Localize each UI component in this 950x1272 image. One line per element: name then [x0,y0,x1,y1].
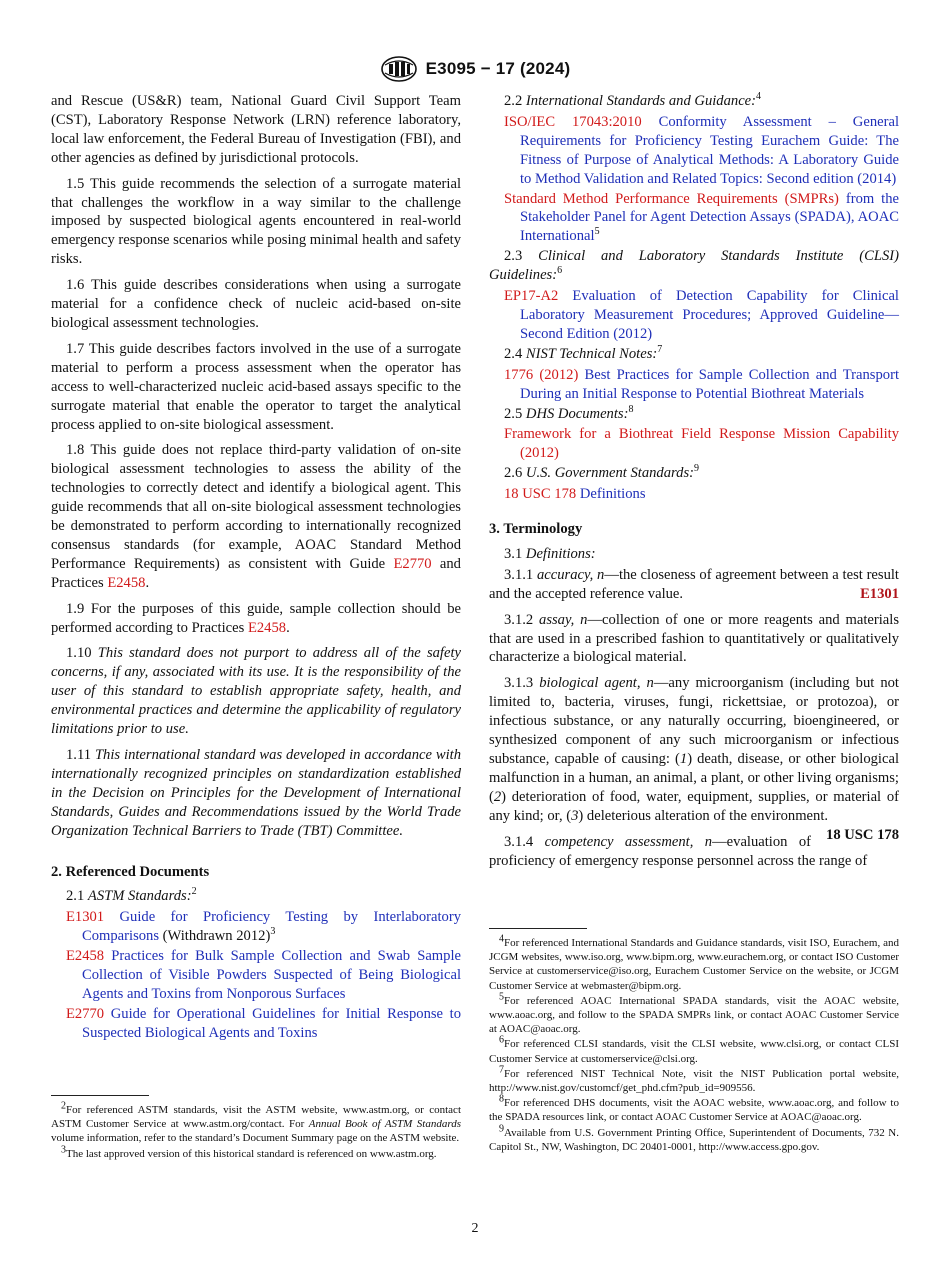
definition-accuracy: 3.1.1 accuracy, n—the closeness of agreement between a test result and the accepted reference value. E1301 [489,566,899,602]
subsection-2-5: 2.5 DHS Documents:$^8$ [504,403,634,422]
paragraph-1-10: 1.10 This standard does not purport to address all of the safety concerns, if any, associated with its use. It is the responsibility of the user of this standard to establish appropriate safety, health, and environmental practices and determine the applicability of regulatory limitations prior to use. [51,645,461,738]
astm-logo-icon [380,56,418,82]
footnote-7: $^7$For referenced NIST Technical Note, visit the NIST Publication portal website, http://www.nist.gov/customcf/get_phd.cfm?pub_id=909556. [489,1064,899,1095]
ref-code-link[interactable]: Framework for a Biothreat Field Response Mission Capability (2012) [504,426,899,462]
footnote-4: $^4$For referenced International Standards and Guidance standards, visit ISO, Eurachem, and JCGM websites, www.iso.org, www.bipm.org, www.eurachem.org, or contact ISO Customer Service at customerservice@iso.org, Eurachem Customer Service on the website, or JCGM Customer Service at webmaster@bipm.org. [489,933,899,992]
footnote-rule [489,928,587,929]
reference-entry [489,485,899,504]
page-header [0,56,950,82]
ref-code-link[interactable]: E2458 [66,948,105,965]
definition-competency-assessment: 3.1.4 competency assessment, n—evaluation of proficiency of emergency response personnel across the range of [489,833,868,869]
standard-designation: E3095 − 17 (2024) [425,59,571,78]
paragraph-1-8: 1.8 This guide does not replace third-party validation of on-site biological assessment technologies to assess the ability of the technologies to correctly detect and identify a biological agent. This guide recommends that all on-site biological assessment technologies be demonstrated to perform according to internationally recognized consensus standards (for example, AOAC Standard Method Performance Requirements) as consistent with Guide E2770 and Practices E2458. [51,442,461,591]
ref-title-link[interactable]: Conformity Assessment – General Requirements for Proficiency Testing Eurachem Guide: The Fitness of Purpose of Analytical Methods: A Laboratory Guide to Method Validation and Related Topics: Second edition (2014) [520,113,899,187]
footnote-6: $^6$For referenced CLSI standards, visit the CLSI website, www.clsi.org, or contact CLSI Customer Service at customerservice@clsi.org. [489,1034,899,1065]
ref-code-link[interactable]: 18 USC 178 [504,486,577,503]
ref-title-link[interactable]: Definitions [579,486,646,503]
footnote-8: $^8$For referenced DHS documents, visit the AOAC website, www.aoac.org, and follow to the SPADA resources link, or contact AOAC Customer Service at AOAC@aoac.org. [489,1093,899,1124]
reference-entry [489,287,899,344]
ref-code-link[interactable]: Standard Method Performance Requirements (SMPRs) [504,190,839,207]
reference-entry: E1301 Guide for Proficiency Testing by Interlaboratory Comparisons (Withdrawn 2012)$^3$ [66,909,461,945]
subsection-2-2: 2.2 International Standards and Guidance:$^4$ [504,91,762,109]
footnote-9: $^9$Available from U.S. Government Printing Office, Superintendent of Documents, 732 N. Capitol St., NW, Washington, DC 20401-0001, http://www.access.gpo.gov. [489,1122,899,1153]
ref-title-link[interactable]: Practices for Bulk Sample Collection and Swab Sample Collection of Visible Powders Suspected of Being Biological Agents and Toxins from Nonporous Surfaces [82,948,461,1002]
reference-entry [489,425,899,463]
reference-entry: Standard Method Performance Requirements (SMPRs) from the Stakeholder Panel for Agent Detection Assays (SPADA), AOAC International$^5$ [504,190,899,245]
reference-entry [51,947,461,1004]
ref-title-link[interactable]: Guide for Proficiency Testing by Interlaboratory Comparisons [82,909,461,945]
section-heading-referenced-documents: 2. Referenced Documents [51,863,210,880]
ref-title-link[interactable]: from the Stakeholder Panel for Agent Detection Assays (SPADA), AOAC International [520,190,899,245]
footnote-3: $^3$The last approved version of this historical standard is referenced on www.astm.org. [61,1143,437,1160]
left-column [51,92,461,1044]
footnote-2: $^2$For referenced ASTM standards, visit the ASTM website, www.astm.org, or contact ASTM Customer Service at www.astm.org/contact. For Annual Book of ASTM Standards volume information, refer to the standard’s Document Summary page on the ASTM website. [51,1100,461,1145]
paragraph-1-6: 1.6 This guide describes considerations when using a surrogate material for a confidence check of nucleic acid-based on-site biological assessment technologies. [51,277,461,331]
paragraph-1-11: 1.11 This international standard was developed in accordance with internationally recognized principles on standardization established in the Decision on Principles for the Development of International Standards, Guides and Recommendations issued by the World Trade Organization Technical Barriers to Trade (TBT) Committee. [51,747,462,839]
definition-assay: 3.1.2 assay, n—collection of one or more reagents and materials that are used in a prescribed fashion to quantitatively or qualitatively characterize a biological material. [489,611,899,666]
ref-code-link[interactable]: EP17-A2 [504,288,559,305]
ref-code-link[interactable]: ISO/IEC 17043:2010 [504,113,642,130]
ref-link-e2458[interactable]: E2458 [247,619,287,636]
ref-code-link[interactable]: E1301 [66,909,105,926]
ref-link-e2770[interactable]: E2770 [393,555,432,572]
ref-title-link[interactable]: Evaluation of Detection Capability for Clinical Laboratory Measurement Procedures; Approved Guideline—Second Edition (2012) [520,288,899,342]
ref-title-link[interactable]: Best Practices for Sample Collection and Transport During an Initial Response to Potential Biothreat Materials [520,366,899,402]
paragraph-1-9: 1.9 For the purposes of this guide, sample collection should be performed according to Practices E2458. [51,600,461,636]
footnote-rule [51,1095,149,1096]
subsection-2-4: 2.4 NIST Technical Notes:$^7$ [504,343,663,362]
subsection-2-6: 2.6 U.S. Government Standards:$^9$ [504,463,699,482]
subsection-2-3: 2.3 Clinical and Laboratory Standards Institute (CLSI) Guidelines:$^6$ [489,248,899,284]
definition-source-e1301[interactable]: E1301 [860,585,899,602]
ref-code-link[interactable]: 1776 (2012) [504,366,579,383]
right-column [489,92,899,877]
ref-link-e2458[interactable]: E2458 [107,574,146,591]
ref-code-link[interactable]: E2770 [66,1005,105,1022]
ref-title-link[interactable]: Guide for Operational Guidelines for Initial Response to Suspected Biological Agents and Toxins [82,1005,461,1041]
paragraph-continuation: and Rescue (US&R) team, National Guard Civil Support Team (CST), Laboratory Response Network (LRN) reference laboratory, local law enforcement, the Federal Bureau of Investigation (FBI), and other agencies as defined by jurisdictional protocols. [51,93,461,166]
footnote-5: $^5$For referenced AOAC International SPADA standards, visit the AOAC website, www.aoac.org, and follow to the SPADA SMPRs link, or contact AOAC Customer Service at AOAC@aoac.org. [489,991,899,1036]
subsection-3-1: 3.1 Definitions: [504,545,596,562]
definition-biological-agent: 3.1.3 biological agent, n—any microorganism (including but not limited to, bacteria, viruses, fungi, rickettsiae, or protozoa), or infectious substance, or any naturally occurring, bioengineered, or synthesized component of any such microorganism or infectious substance, capable of causing: (1) death, disease, or other biological malfunction in a human, an animal, a plant, or other living organisms; (2) deterioration of food, water, equipment, supplies, or material of any kind; or, (3) deleterious alteration of the environment. 18 USC 178 [489,675,899,843]
reference-entry [51,1005,461,1043]
section-heading-terminology: 3. Terminology [489,521,583,538]
reference-entry [489,113,899,189]
paragraph-1-7: 1.7 This guide describes factors involved in the use of a surrogate material to perform a process assessment when the operator has access to well-characterized nucleic acid-based assays specific to the surrogate material that enable the operator to target the analytical process applied to on-site biological assessment. [51,340,461,433]
definition-source-18-usc-178: 18 USC 178 [826,826,899,843]
paragraph-1-5: 1.5 This guide recommends the selection of a surrogate material that challenges the workflow in a way similar to the challenge imposed by suspected biological agents encountered in real-world emergency response scenarios while posing minimal health and safety risks. [51,175,461,268]
footnotes-right [489,928,899,1155]
subsection-2-1: 2.1 ASTM Standards:$^2$ [66,886,197,905]
reference-entry [489,366,899,404]
page-number: 2 [471,1221,479,1236]
footnotes-left [51,1095,461,1162]
